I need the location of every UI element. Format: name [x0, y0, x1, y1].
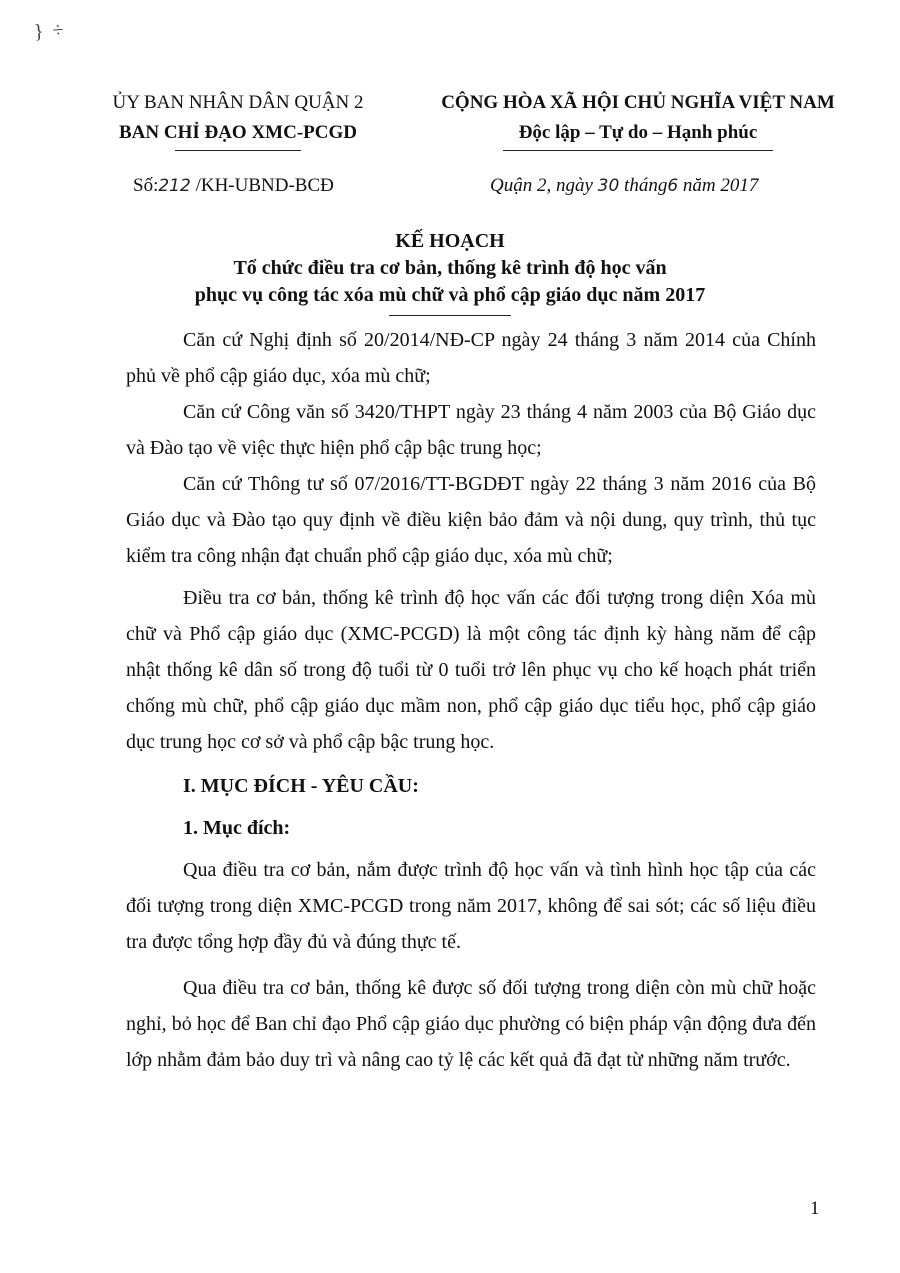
- national-motto: Độc lập – Tự do – Hạnh phúc: [518, 122, 758, 143]
- intro-paragraph: Điều tra cơ bản, thống kê trình độ học vấn các đối tượng trong diện Xóa mù chữ và Phổ cập giáo dục (XMC-PCGD) là một công tác định kỳ hàng năm để cập nhật thống kê dân số trong độ tuổi từ 0 tuổi trở lên phục vụ cho kế hoạch phát triển chống mù chữ, phổ cập giáo dục mầm non, phổ cập giáo dục tiểu học, phổ cập giáo dục trung học cơ sở và phổ cập bậc trung học.: [126, 587, 816, 753]
- basis-paragraph-2: Căn cứ Công văn số 3420/THPT ngày 23 tháng 4 năm 2003 của Bộ Giáo dục và Đào tạo về việc thực hiện phổ cập bậc trung học;: [126, 401, 816, 459]
- title-underline: [389, 315, 511, 316]
- authority-underline: [175, 150, 301, 151]
- doc-number-handwritten: 212: [158, 176, 191, 196]
- page-number: 1: [810, 1198, 820, 1219]
- country-name: CỘNG HÒA XÃ HỘI CHỦ NGHĨA VIỆT NAM: [441, 92, 835, 113]
- title-subject-line1: Tổ chức điều tra cơ bản, thống kê trình độ học vấn: [233, 257, 667, 279]
- basis-paragraph-3: Căn cứ Thông tư số 07/2016/TT-BGDĐT ngày 22 tháng 3 năm 2016 của Bộ Giáo dục và Đào tạo quy định về điều kiện bảo đảm và nội dung, quy trình, thủ tục kiểm tra công nhận đạt chuẩn phổ cập giáo dục, xóa mù chữ;: [126, 473, 816, 567]
- national-motto-block: [418, 88, 858, 151]
- doc-number-prefix: Số:: [133, 175, 159, 196]
- purpose-paragraph-1: Qua điều tra cơ bản, nắm được trình độ học vấn và tình hình học tập của các đối tượng trong diện XMC-PCGD trong năm 2017, không để sai sót; các số liệu điều tra được tổng hợp đầy đủ và đúng thực tế.: [126, 859, 816, 953]
- date-month-label: tháng: [624, 175, 668, 196]
- document-title: [120, 228, 780, 316]
- motto-underline: [503, 150, 773, 151]
- title-subject-line2: phục vụ công tác xóa mù chữ và phổ cập giáo dục năm 2017: [194, 284, 706, 306]
- authority-name: ỦY BAN NHÂN DÂN QUẬN 2: [112, 92, 364, 113]
- document-body: [126, 322, 816, 1078]
- issuing-authority-block: [88, 88, 388, 151]
- title-heading: KẾ HOẠCH: [395, 230, 505, 252]
- date-prefix: Quận 2, ngày: [490, 175, 593, 196]
- document-number: [133, 175, 334, 197]
- subsection-heading-purpose: 1. Mục đích:: [183, 817, 291, 839]
- date-day-handwritten: 30: [597, 176, 620, 196]
- purpose-paragraph-2: Qua điều tra cơ bản, thống kê được số đối tượng trong diện còn mù chữ hoặc nghỉ, bỏ học để Ban chỉ đạo Phổ cập giáo dục phường có biện pháp vận động đưa đến lớp nhằm đảm bảo duy trì và nâng cao tỷ lệ các kết quả đã đạt từ những năm trước.: [126, 977, 816, 1071]
- committee-name: BAN CHỈ ĐẠO XMC-PCGD: [118, 122, 357, 143]
- basis-paragraph-1: Căn cứ Nghị định số 20/2014/NĐ-CP ngày 24 tháng 3 năm 2014 của Chính phủ về phổ cập giáo dục, xóa mù chữ;: [126, 329, 816, 387]
- doc-number-suffix: /KH-UBND-BCĐ: [195, 175, 334, 196]
- date-year: năm 2017: [682, 175, 759, 196]
- margin-handwritten-mark: } ÷: [33, 18, 67, 44]
- date-month-handwritten: 6: [667, 176, 679, 196]
- document-date: [490, 175, 758, 197]
- section-heading-purpose-requirements: I. MỤC ĐÍCH - YÊU CẦU:: [183, 775, 419, 797]
